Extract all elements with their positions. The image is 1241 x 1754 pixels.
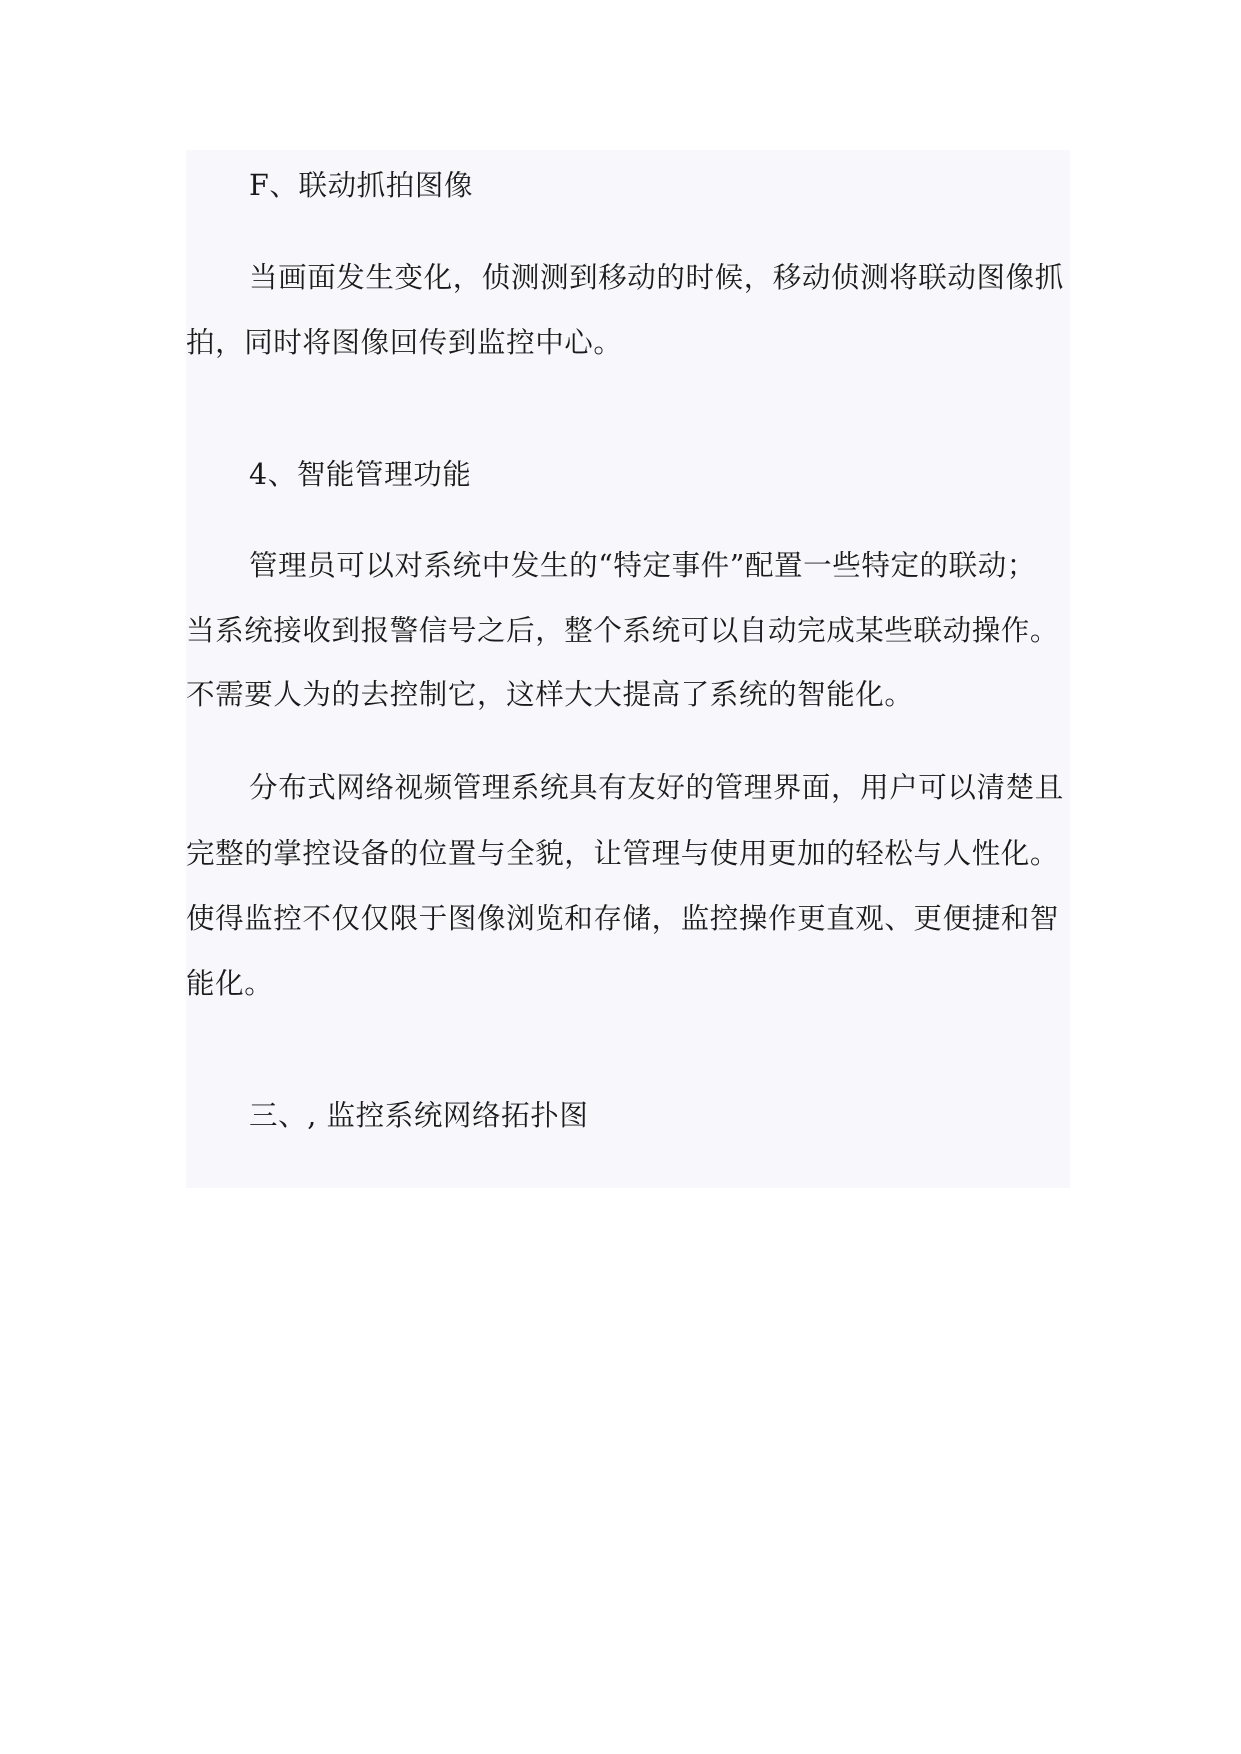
- paragraph-2-line-2: 当系统接收到报警信号之后，整个系统可以自动完成某些联动操作。: [186, 614, 1060, 647]
- paragraph-3-line-2: 完整的掌控设备的位置与全貌，让管理与使用更加的轻松与人性化。: [186, 837, 1060, 870]
- document-content-block: [186, 150, 1070, 1188]
- paragraph-1-line-1: 当画面发生变化，侦测测到移动的时候，移动侦测将联动图像抓: [249, 261, 1064, 294]
- subheading-f: F、联动抓拍图像: [249, 169, 474, 202]
- paragraph-2-line-3: 不需要人为的去控制它，这样大大提高了系统的智能化。: [186, 678, 914, 711]
- paragraph-3-line-3: 使得监控不仅仅限于图像浏览和存储，监控操作更直观、更便捷和智: [186, 902, 1060, 935]
- heading-smart-management: 4、智能管理功能: [249, 458, 472, 491]
- paragraph-3-line-4: 能化。: [186, 967, 274, 1000]
- paragraph-1-line-2: 拍，同时将图像回传到监控中心。: [186, 326, 623, 359]
- paragraph-2-line-1: 管理员可以对系统中发生的“特定事件”配置一些特定的联动；: [249, 549, 1036, 582]
- paragraph-3-line-1: 分布式网络视频管理系统具有友好的管理界面，用户可以清楚且: [249, 771, 1064, 804]
- heading-network-topology: 三、, 监控系统网络拓扑图: [249, 1099, 589, 1132]
